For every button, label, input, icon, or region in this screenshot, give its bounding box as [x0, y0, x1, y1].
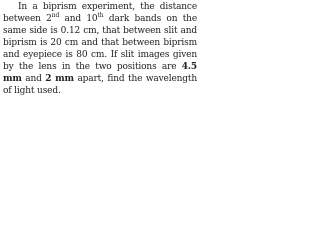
ordinal-suffix-nd: nd	[51, 12, 60, 19]
question-text	[3, 1, 197, 97]
question-segment-5: apart, find the wavelength of light used.	[3, 74, 197, 96]
ordinal-suffix-th: th	[97, 12, 104, 19]
page	[0, 0, 200, 96]
question-segment-1: In a biprism experiment, the distance between 2	[3, 2, 197, 24]
question-segment-2: and 10	[59, 14, 98, 24]
bold-value-1: 4.5 mm	[3, 62, 197, 84]
bold-value-2: 2 mm	[45, 74, 74, 84]
question-segment-3: dark bands on the same side is 0.12 cm, that between slit and biprism is 20 cm and that between biprism and eyepiece is 80 cm. If slit images given by the lens in the two positions are	[3, 14, 197, 72]
question-segment-4: and	[21, 74, 46, 84]
